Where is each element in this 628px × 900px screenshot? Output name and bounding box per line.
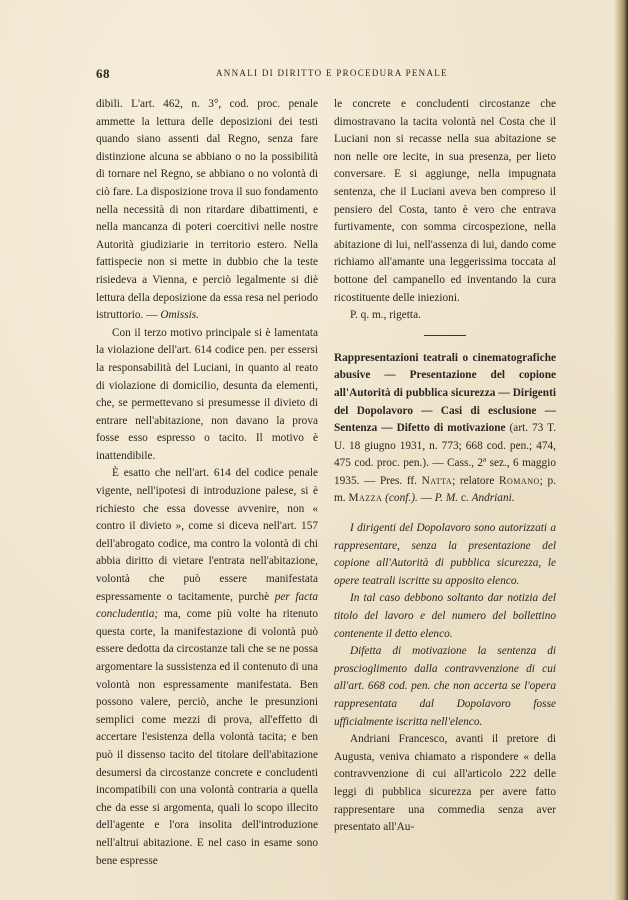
section-divider <box>424 335 466 336</box>
legal-maxims <box>334 520 556 731</box>
maxim: I dirigenti del Dopolavoro sono autorizzati a rappresentare, senza la presentazione del copione all'Autorità di pubblica sicurezza, le opere teatrali iscritte su apposito elenco. <box>334 522 556 587</box>
page-number: 68 <box>96 66 110 81</box>
verdict: P. q. m., rigetta. <box>350 309 421 322</box>
paragraph-text: ma, come più volte ha ritenuto questa corte, la manifestazione di volontà può essere dedotta da circostanze tali che se ne possa argomentare la sussistenza ed il contenuto di una volontà non espressamente manifestata. Ben possono valere, perciò, anche le presunzioni semplici come mezzi di prova, all'effetto di accertare l'esistenza della volontà tacita; e ben può il dissenso tacito del titolare dell'abitazione desumersi da circostanze concrete e concludenti incompatibili con una volontà contraria a quella che da esse si argomenta, quali lo scopo illecito dell'agente e l'ora insolita dell'introduzione nell'altrui abitazione. E nel caso in esame sono bene espresse <box>96 608 318 867</box>
president-name: Natta <box>421 474 453 487</box>
page-edge-shadow <box>614 0 628 900</box>
paragraph: le concrete e concludenti circostanze che dimostravano la tacita volontà nel Costa che il Luciani non si recasse nella sua abitazione se non nelle ore lecite, in sua presenza, per lieto conversare. E si aggiunge, nella impugnata sentenza, che il Luciani aveva ben compreso il pensiero del Costa, tanto è vero che entrava furtivamente, con somma circospezione, nella abitazione di lui, nell'assenza di lui, dando come richiamo all'amante una leggerissima toccata al bottone del campanello ed inventando la cura ricostituente delle iniezioni. <box>334 98 556 304</box>
page-header <box>96 66 540 82</box>
maxim: Difetta di motivazione la sentenza di proscioglimento dalla contravvenzione di cui all'art. 668 cod. pen. che non accerta se l'opera rappresentata dal Dopolavoro fosse ufficialmente iscritta nell'elenco. <box>334 645 556 728</box>
left-column <box>96 96 318 870</box>
case-title: Rappresentazioni teatrali o cinematografiche abusive — Presentazione del copione all'Autorità di pubblica sicurezza — Dirigenti del Dopolavoro — Casi di esclusione — Sentenza — Difetto di motivazione <box>334 351 556 435</box>
paragraph-text: dibili. L'art. 462, n. 3°, cod. proc. penale ammette la lettura delle deposizioni dei testi quando siano assenti dal Regno, senza fare distinzione alcuna se abbiano o no la possibilità di tornare nel Regno, se abbiano o no volontà di ciò fare. La disposizione trova il suo fondamento nella necessità di non ritardare dibattimenti, e nella mancanza di poteri coercitivi nelle nostre Autorità giudiziarie in territorio estero. Nella fattispecie non si mette in dubbio che la teste risiedeva a Vienna, e perciò legalmente si diè lettura della deposizione da essa resa nel periodo istruttorio. — <box>96 98 318 322</box>
citation-text: (conf.). <box>385 492 418 505</box>
citation-text: c. <box>460 492 469 505</box>
case-heading <box>334 350 556 508</box>
running-title: ANNALI DI DIRITTO E PROCEDURA PENALE <box>216 68 448 78</box>
paragraph-text: È esatto che nell'art. 614 del codice penale vigente, nell'ipotesi di introduzione palese, si è richiesto che essa dovesse avvenire, non « contro il divieto », come si diceva nell'art. 157 dell'abrogato codice, ma contro la volontà di chi abbia diritto di vietare l'entrata nell'abitazione, volontà che può essere manifestata espressamente o tacitamente, purchè <box>96 467 318 603</box>
paragraph <box>96 465 318 870</box>
paragraph <box>96 96 318 325</box>
citation-text: (art. 73 T. U. 18 giugno 1931, n. 773; 668 cod. pen.; 474, 475 cod. proc. pen.). — Cass., 2ª sez., 6 maggio 1935. — Pres. ff. <box>334 422 556 487</box>
facts-paragraph: Andriani Francesco, avanti il pretore di Augusta, veniva chiamato a rispondere « della contravvenzione di cui all'articolo 222 delle leggi di pubblica sicurezza per avere fatto rappresentare una commedia senza aver presentato all'Au- <box>334 733 556 834</box>
citation-text: — <box>420 492 432 505</box>
defendant-name: Andriani. <box>471 492 515 505</box>
prosecutor-name: Mazza <box>348 492 383 505</box>
rapporteur-name: Romano <box>499 474 540 487</box>
omissis-text: Omissis. <box>160 309 199 322</box>
latin-phrase: per facta concludentia; <box>96 590 318 621</box>
pm-label: P. M. <box>434 492 459 505</box>
right-column <box>334 96 556 837</box>
maxim: In tal caso debbono soltanto dar notizia del titolo del lavoro e del numero del bollettino contenente il detto elenco. <box>334 592 556 640</box>
citation-text: ; relatore <box>452 474 495 487</box>
paragraph: Con il terzo motivo principale si è lamentata la violazione dell'art. 614 codice pen. per essersi la responsabilità del Luciani, in quanto al reato di violazione di domicilio, desunta da elementi, che, se permettevano si presumesse il divieto di entrare nell'abitazione, non davano la prova fosse esso espresso o tacito. Il motivo è inattendibile. <box>96 326 318 462</box>
citation-text: ; p. m. <box>334 474 556 505</box>
